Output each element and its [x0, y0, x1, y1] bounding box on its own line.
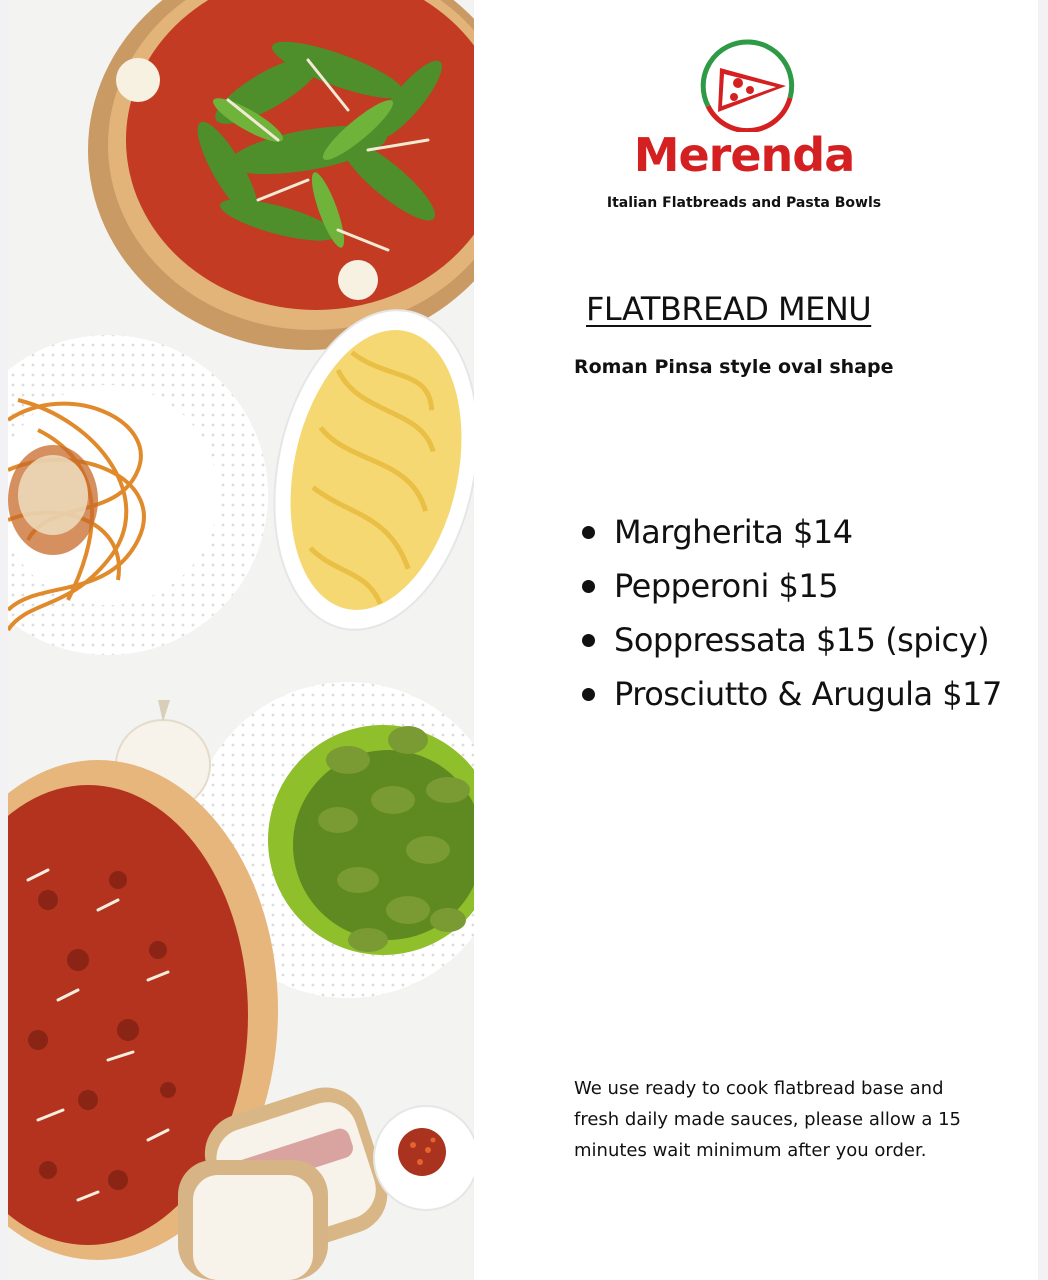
menu-item: [582, 667, 1002, 721]
menu-item: [582, 505, 1002, 559]
footer-note: We use ready to cook flatbread base and fresh daily made sauces, please allow a 15 minutes wait minimum after you order.: [574, 1078, 961, 1161]
bullet-icon: [582, 688, 595, 701]
menu-content: [474, 0, 1038, 1280]
menu-item-label: Prosciutto & Arugula $17: [614, 675, 1002, 713]
menu-item-label: Pepperoni $15: [614, 567, 839, 605]
menu-item: [582, 559, 1002, 613]
menu-page: [8, 0, 1038, 1280]
bullet-icon: [582, 526, 595, 539]
bullet-icon: [582, 580, 595, 593]
menu-title: FLATBREAD MENU: [586, 290, 872, 328]
bullet-icon: [582, 634, 595, 647]
menu-subtitle: Roman Pinsa style oval shape: [574, 356, 894, 378]
brand-name: Merenda: [633, 128, 855, 182]
menu-item: [582, 613, 1002, 667]
menu-item-label: Soppressata $15 (spicy): [614, 621, 990, 659]
brand-tagline: Italian Flatbreads and Pasta Bowls: [606, 195, 882, 211]
menu-item-label: Margherita $14: [614, 513, 853, 551]
menu-items-list: [582, 505, 1002, 721]
food-photo: [8, 0, 474, 1280]
pizza-slice-icon: [698, 38, 798, 132]
